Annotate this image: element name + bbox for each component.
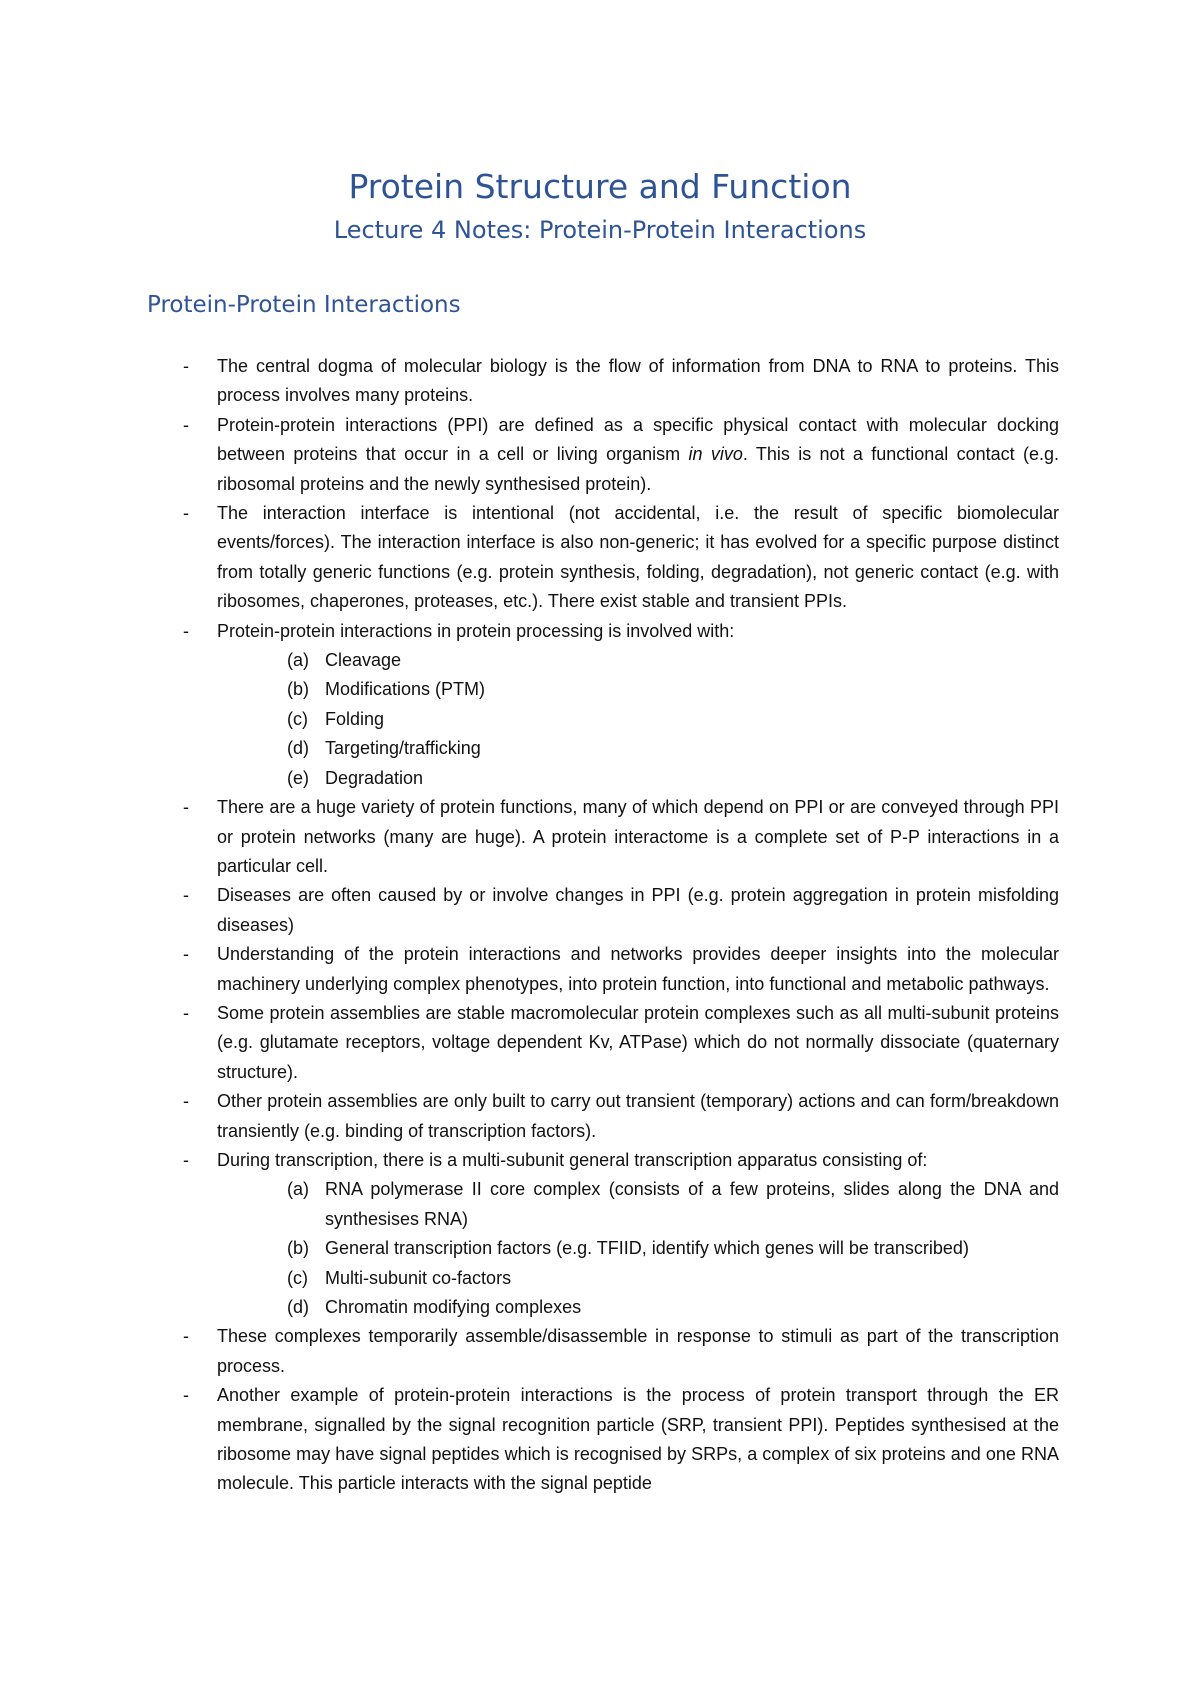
sub-list-label: (d) xyxy=(287,738,309,759)
bullet-item xyxy=(183,1146,1059,1322)
sub-list-item xyxy=(287,734,1059,763)
sub-list-item xyxy=(287,705,1059,734)
bullet-dash: - xyxy=(183,356,189,376)
sub-list-label: (c) xyxy=(287,708,308,729)
bullet-item xyxy=(183,881,1059,940)
bullet-dash: - xyxy=(183,1149,189,1170)
sub-list-item xyxy=(287,1293,1059,1322)
bullet-item xyxy=(183,1087,1059,1146)
bullet-text: Understanding of the protein interactions and networks provides deeper insights into the molecular machinery underlying complex phenotypes, into protein function, into functional and metabolic pathways. xyxy=(217,944,1059,994)
bullet-item xyxy=(183,352,1059,411)
sub-list-label: (a) xyxy=(287,650,309,671)
bullet-text: Some protein assemblies are stable macromolecular protein complexes such as all multi-subunit proteins (e.g. glutamate receptors, voltage dependent Kv, ATPase) which do not normally dissociate (quaternary structure). xyxy=(217,1002,1059,1082)
bullet-dash: - xyxy=(183,1091,189,1112)
bullet-text: . This is not a functional contact (e.g. ribosomal proteins and the newly synthesised protein). xyxy=(217,444,1059,494)
bullet-dash: - xyxy=(183,885,189,906)
sub-list-label: (d) xyxy=(287,1297,309,1317)
bullet-item xyxy=(183,617,1059,793)
sub-list-item xyxy=(287,1234,1059,1263)
sub-list-item xyxy=(287,1175,1059,1234)
bullet-dash: - xyxy=(183,620,189,641)
italic-text: in vivo xyxy=(688,444,743,465)
sub-list-item xyxy=(287,764,1059,793)
bullet-text: Diseases are often caused by or involve changes in PPI (e.g. protein aggregation in protein misfolding diseases) xyxy=(217,885,1059,935)
bullet-dash: - xyxy=(183,1002,189,1023)
document-title: Protein Structure and Function xyxy=(348,167,852,206)
sub-list-item xyxy=(287,675,1059,704)
bullet-dash: - xyxy=(183,944,189,965)
bullet-item xyxy=(183,499,1059,617)
bullet-text: The central dogma of molecular biology is the flow of information from DNA to RNA to proteins. This process involves many proteins. xyxy=(217,356,1059,406)
sub-list-text: Folding xyxy=(325,708,385,729)
sub-list-text: RNA polymerase II core complex (consists of a few proteins, slides along the DNA and synthesises RNA) xyxy=(325,1179,1059,1229)
sub-list xyxy=(217,1175,1059,1322)
bullet-text: Protein-protein interactions (PPI) are defined as a specific physical contact with molecular docking between proteins that occur in a cell or living organism xyxy=(217,414,1059,465)
bullet-item xyxy=(183,1381,1059,1499)
sub-list-text: General transcription factors (e.g. TFIID, identify which genes will be transcribed) xyxy=(325,1238,969,1259)
bullet-item xyxy=(183,940,1059,999)
bullet-text: Protein-protein interactions in protein processing is involved with: xyxy=(217,620,735,641)
sub-list-text: Cleavage xyxy=(325,650,402,671)
bullet-text: There are a huge variety of protein functions, many of which depend on PPI or are conveyed through PPI or protein networks (many are huge). A protein interactome is a complete set of P-P interactions in a particular cell. xyxy=(217,797,1059,876)
bullet-dash: - xyxy=(183,503,189,524)
sub-list-label: (c) xyxy=(287,1267,308,1288)
sub-list-label: (b) xyxy=(287,1238,309,1259)
bullet-item xyxy=(183,411,1059,499)
sub-list-label: (a) xyxy=(287,1179,309,1200)
bullet-item xyxy=(183,999,1059,1087)
sub-list-item xyxy=(287,1264,1059,1293)
sub-list-text: Targeting/trafficking xyxy=(325,738,481,759)
bullet-text: These complexes temporarily assemble/disassemble in response to stimuli as part of the transcription process. xyxy=(217,1326,1059,1376)
bullet-item xyxy=(183,1322,1059,1381)
section-heading: Protein-Protein Interactions xyxy=(147,292,461,318)
bullet-item xyxy=(183,793,1059,881)
bullet-dash: - xyxy=(183,1385,189,1406)
bullet-dash: - xyxy=(183,797,189,818)
bullet-text: During transcription, there is a multi-subunit general transcription apparatus consisting of: xyxy=(217,1149,928,1170)
sub-list-text: Degradation xyxy=(325,767,424,788)
sub-list-label: (b) xyxy=(287,679,309,700)
sub-list-text: Multi-subunit co-factors xyxy=(325,1267,512,1288)
bullet-text: Other protein assemblies are only built to carry out transient (temporary) actions and can form/breakdown transiently (e.g. binding of transcription factors). xyxy=(217,1091,1059,1141)
document-subtitle: Lecture 4 Notes: Protein-Protein Interactions xyxy=(333,216,867,244)
sub-list-label: (e) xyxy=(287,767,309,788)
bullet-dash: - xyxy=(183,414,189,435)
sub-list xyxy=(217,646,1059,793)
bullet-text: The interaction interface is intentional (not accidental, i.e. the result of specific biomolecular events/forces). The interaction interface is also non-generic; it has evolved for a specific purpose distinct from totally generic functions (e.g. protein synthesis, folding, degradation), not generic contact (e.g. with ribosomes, chaperones, proteases, etc.). There exist stable and transient PPIs. xyxy=(217,503,1059,612)
sub-list-text: Modifications (PTM) xyxy=(325,679,486,700)
sub-list-item xyxy=(287,646,1059,675)
bullet-list xyxy=(183,352,1059,1499)
sub-list-text: Chromatin modifying complexes xyxy=(325,1297,582,1317)
bullet-dash: - xyxy=(183,1326,189,1347)
bullet-text: Another example of protein-protein interactions is the process of protein transport through the ER membrane, signalled by the signal recognition particle (SRP, transient PPI). Peptides synthesised at the ribosome may have signal peptides which is recognised by SRPs, a complex of six proteins and one RNA molecule. This particle interacts with the signal peptide xyxy=(217,1385,1059,1494)
